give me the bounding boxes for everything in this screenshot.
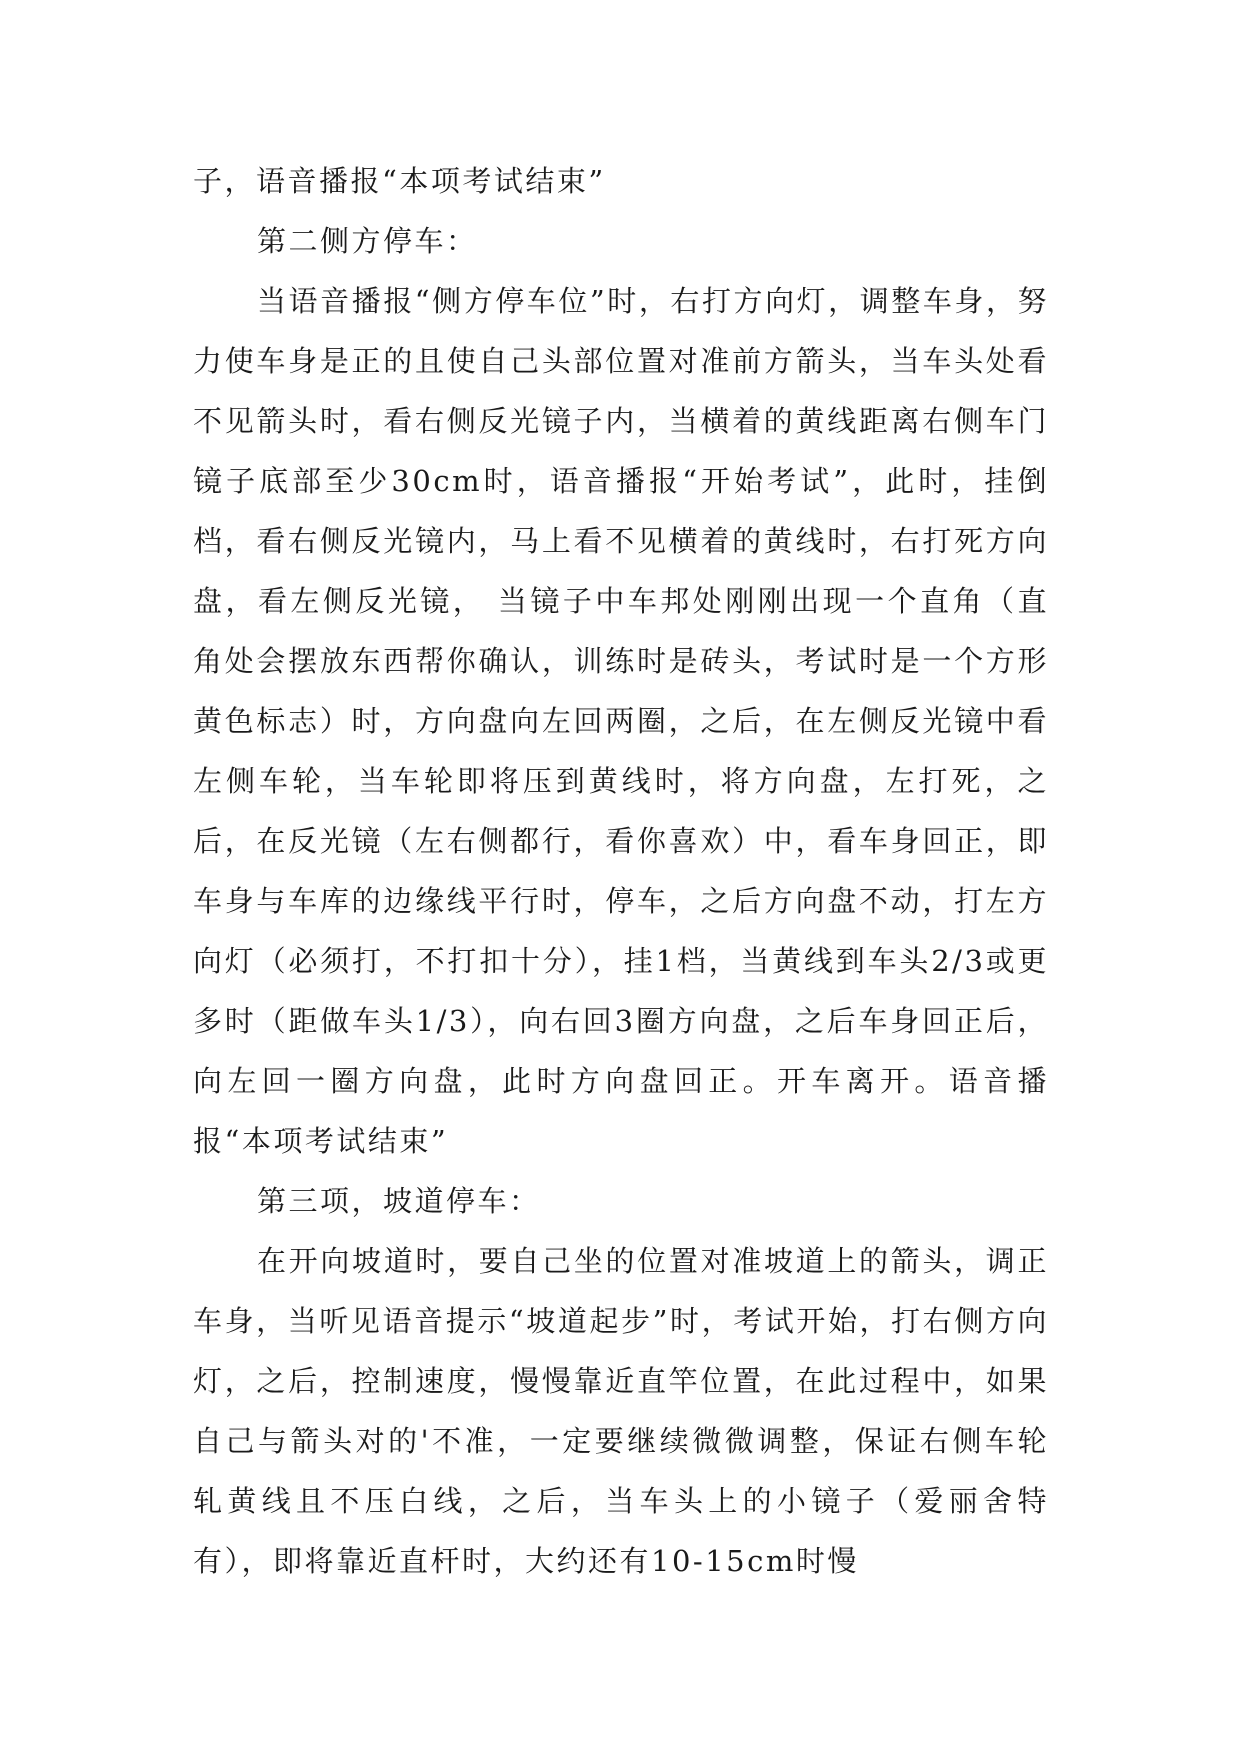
section-heading-side-parking: 第二侧方停车： bbox=[257, 224, 478, 258]
section-heading-slope-parking: 第三项，坡道停车： bbox=[257, 1184, 541, 1218]
document-body bbox=[193, 151, 1049, 1591]
paragraph-slope-parking: 在开向坡道时，要自己坐的位置对准坡道上的箭头，调正车身，当听见语音提示“坡道起步”时，考试开始，打右侧方向灯，之后，控制速度，慢慢靠近直竿位置，在此过程中，如果自己与箭头对的'不准，一定要继续微微调整，保证右侧车轮轧黄线且不压白线，之后，当车头上的小镜子（爱丽舍特有），即将靠近直杆时，大约还有10-15cm时慢 bbox=[193, 1244, 1049, 1578]
paragraph-side-parking: 当语音播报“侧方停车位”时，右打方向灯，调整车身，努力使车身是正的且使自己头部位置对准前方箭头，当车头处看不见箭头时，看右侧反光镜子内，当横着的黄线距离右侧车门镜子底部至少30cm时，语音播报“开始考试”，此时，挂倒档，看右侧反光镜内，马上看不见横着的黄线时，右打死方向盘，看左侧反光镜， 当镜子中车邦处刚刚出现一个直角（直角处会摆放东西帮你确认，训练时是砖头，考试时是一个方形黄色标志）时，方向盘向左回两圈，之后，在左侧反光镜中看左侧车轮，当车轮即将压到黄线时，将方向盘，左打死，之后，在反光镜（左右侧都行，看你喜欢）中，看车身回正，即车身与车库的边缘线平行时，停车，之后方向盘不动，打左方向灯（必须打，不打扣十分），挂1档，当黄线到车头2/3或更多时（距做车头1/3），向右回3圈方向盘，之后车身回正后，向左回一圈方向盘，此时方向盘回正。开车离开。语音播报“本项考试结束” bbox=[193, 284, 1049, 1158]
paragraph-continuation: 子，语音播报“本项考试结束” bbox=[193, 164, 606, 198]
